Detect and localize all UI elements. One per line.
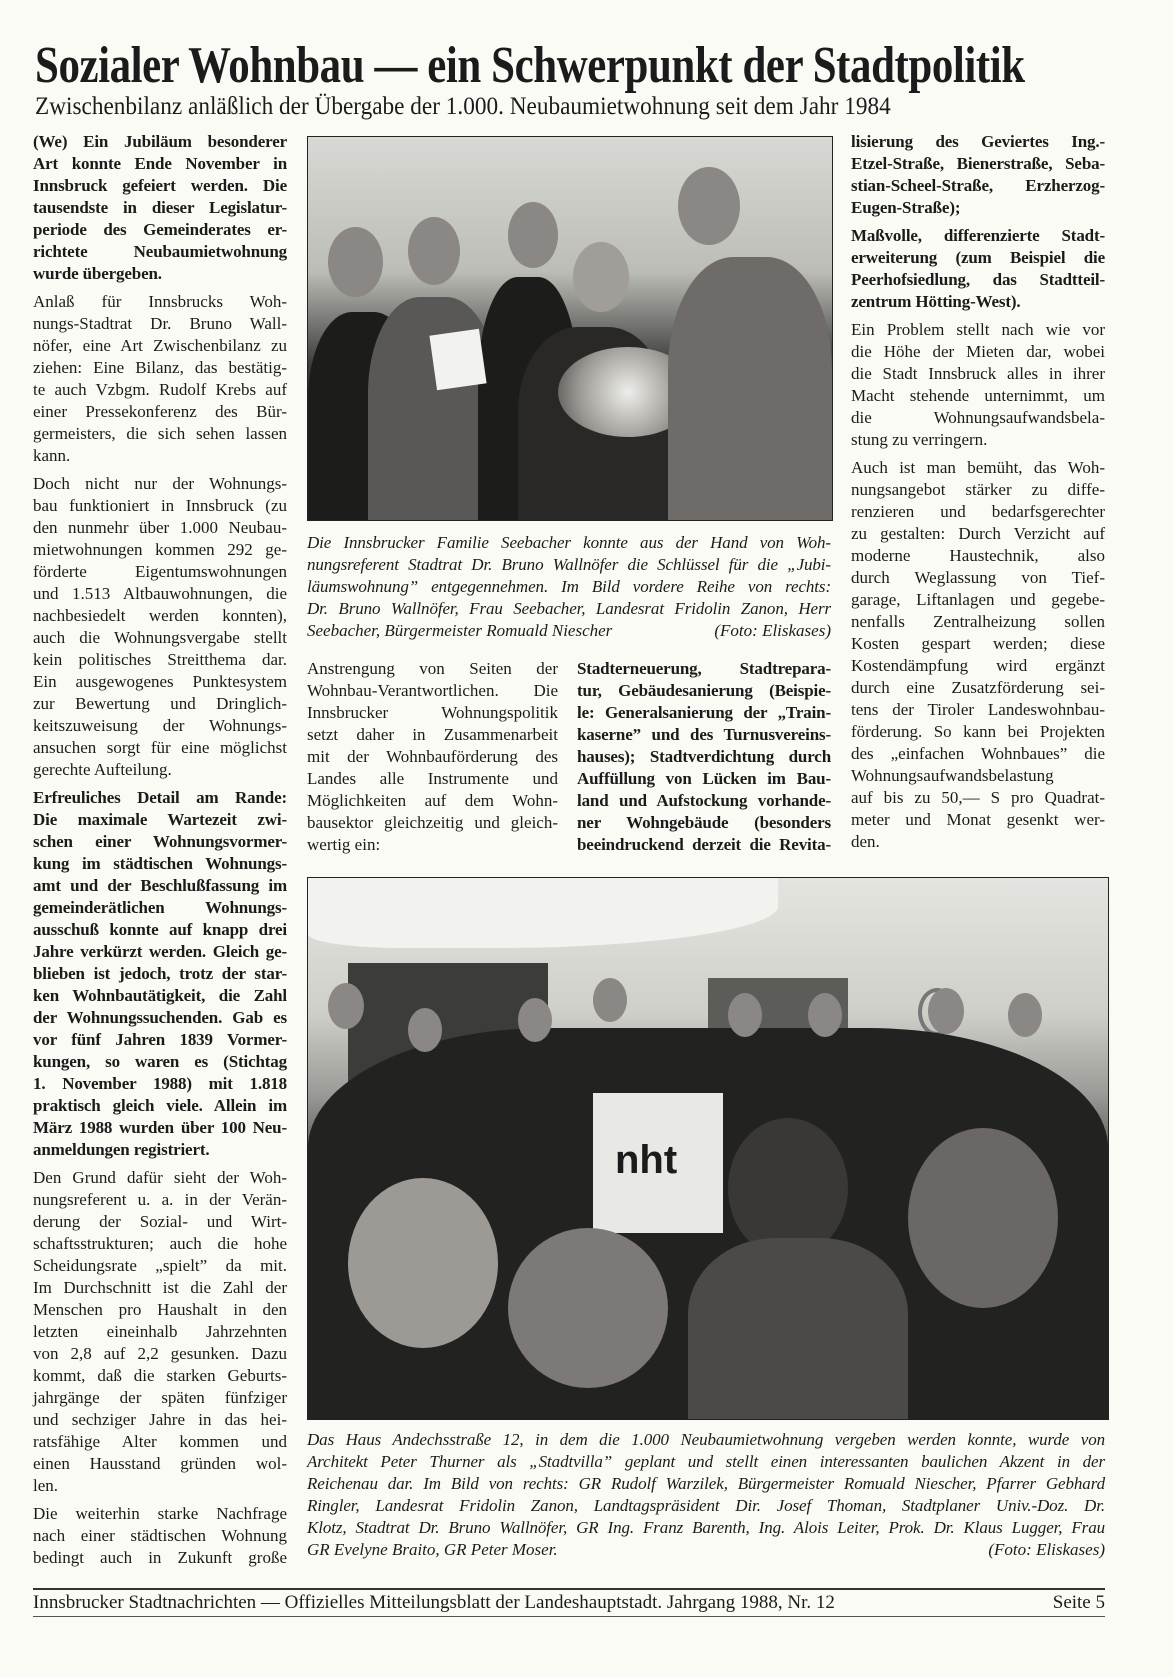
- text-line: nöfer, eine Art Zwischenbilanz zu: [33, 336, 287, 355]
- paragraph: [851, 225, 1105, 313]
- article-headline: Sozialer Wohnbau — ein Schwerpunkt der Stadtpolitik: [35, 37, 1025, 94]
- text-line: kein politisches Streitthema dar.: [33, 650, 287, 669]
- paragraph: [851, 131, 1105, 219]
- caption-last-line: GR Evelyne Braito, GR Peter Moser.: [307, 1540, 558, 1559]
- text-line: Eugen-Straße);: [851, 198, 961, 217]
- nht-logo: nht: [615, 1138, 678, 1182]
- caption-line: Reichenau dar. Im Bild von rechts: GR Rudolf Warzilek, Bürgermeister Romuald Niescher, Pfarrer Gebhard: [307, 1474, 1105, 1493]
- text-line: blieben ist jedoch, trotz der star-: [33, 964, 287, 983]
- photo-andechsstrasse-house: [307, 877, 1109, 1420]
- text-line: schaftsstrukturen; auch die hohe: [33, 1234, 287, 1253]
- text-line: förderte Eigentumswohnungen: [33, 562, 287, 581]
- text-line: förderung. So kann bei Projekten: [851, 722, 1105, 741]
- text-line: einen Hausstand gründen wol-: [33, 1454, 287, 1473]
- text-line: Die weiterhin starke Nachfrage: [33, 1504, 287, 1523]
- caption-line: Architekt Peter Thurner als „Stadtvilla” geplant und stellt einen interessanten baulichen Akzent in der: [307, 1452, 1105, 1471]
- text-line: Stadterneuerung, Stadtrepara-: [577, 659, 831, 678]
- text-line: beeindruckend derzeit die Revita-: [577, 835, 831, 854]
- photo-handover-ceremony: [307, 136, 833, 521]
- text-line: Ein ausgewogenes Punktesystem: [33, 672, 287, 691]
- text-line: durch Weglassung von Tief-: [851, 568, 1105, 587]
- left-text-column: [33, 131, 287, 1575]
- text-line: gemeinderätlichen Wohnungs-: [33, 898, 287, 917]
- text-line: amt und der Beschlußfassung im: [33, 876, 287, 895]
- text-line: letzten eineinhalb Jahrzehnten: [33, 1322, 287, 1341]
- paragraph: [33, 1167, 287, 1497]
- text-line: die Wohnungsaufwandsbela-: [851, 408, 1105, 427]
- text-line: ziehen: Eine Bilanz, das bestätig-: [33, 358, 287, 377]
- text-line: mit der Wohnbauförderung des: [307, 747, 558, 766]
- text-line: kungen, so waren es (Stichtag: [33, 1052, 287, 1071]
- paragraph: [577, 658, 831, 856]
- text-line: nungs-Stadtrat Dr. Bruno Wall-: [33, 314, 287, 333]
- text-line: nachbesiedelt werden konnten),: [33, 606, 287, 625]
- text-line: kung im städtischen Wohnungs-: [33, 854, 287, 873]
- text-line: Wohnbau-Verantwortlichen. Die: [307, 681, 558, 700]
- text-line: Doch nicht nur der Wohnungs-: [33, 474, 287, 493]
- paragraph: [33, 131, 287, 285]
- text-line: bedingt auch in Zukunft große: [33, 1548, 287, 1567]
- text-line: keitszuweisung der Wohnungs-: [33, 716, 287, 735]
- text-line: derung der Sozial- und Wirt-: [33, 1212, 287, 1231]
- caption-line: läumswohnung” entgegennehmen. Im Bild vordere Reihe von rechts:: [307, 577, 831, 596]
- caption-line: Das Haus Andechsstraße 12, in dem die 1.000 Neubaumietwohnung vergeben werden konnte, wurde von: [307, 1430, 1105, 1449]
- text-line: Innsbruck gefeiert werden. Die: [33, 176, 287, 195]
- text-line: bausektor gleichzeitig und gleich-: [307, 813, 558, 832]
- text-line: wurde übergeben.: [33, 264, 162, 283]
- text-line: kommt, daß die starken Geburts-: [33, 1366, 287, 1385]
- text-line: renzieren und bedarfsgerechter: [851, 502, 1105, 521]
- text-line: setzt daher in Zusammenarbeit: [307, 725, 558, 744]
- text-line: tur, Gebäudesanierung (Beispie-: [577, 681, 831, 700]
- paragraph: [33, 1503, 287, 1569]
- paragraph: [33, 291, 287, 467]
- page-footer: [33, 1591, 1105, 1615]
- text-line: Art konnte Ende November in: [33, 154, 287, 173]
- text-line: Innsbrucker Wohnungspolitik: [307, 703, 558, 722]
- text-line: ratsfähige Alter kommen und: [33, 1432, 287, 1451]
- text-line: des „einfachen Wohnbaues” die: [851, 744, 1105, 763]
- text-line: Erfreuliches Detail am Rande:: [33, 788, 287, 807]
- caption-line: Klotz, Stadtrat Dr. Bruno Wallnöfer, GR Ing. Franz Barenth, Ing. Alois Leiter, Prok. Dr. Klaus Lugger, Frau: [307, 1518, 1105, 1537]
- photo-credit: (Foto: Eliskases): [714, 621, 831, 640]
- middle-right-text-column: [577, 658, 831, 862]
- text-line: gerechte Aufteilung.: [33, 760, 172, 779]
- text-line: einer Pressekonferenz des Bür-: [33, 402, 287, 421]
- photo2-caption: [307, 1429, 1105, 1561]
- text-line: mietwohnungen kommen 292 ge-: [33, 540, 287, 559]
- text-line: 1. November 1988) mit 1.818: [33, 1074, 287, 1093]
- caption-line: Ringler, Landesrat Fridolin Zanon, Landtagspräsident Dir. Josef Thoman, Stadtplaner Univ.-Doz. Dr.: [307, 1496, 1105, 1515]
- photo-credit: (Foto: Eliskases): [988, 1540, 1105, 1559]
- text-line: Wohnungsaufwandsbelastung: [851, 766, 1054, 785]
- publication-info: Innsbrucker Stadtnachrichten — Offizielles Mitteilungsblatt der Landeshauptstadt. Jahrgang 1988, Nr. 12: [33, 1592, 835, 1613]
- text-line: bau funktioniert in Innsbruck (zu: [33, 496, 287, 515]
- text-line: meter und Monat gesenkt wer-: [851, 810, 1105, 829]
- text-line: Im Durchschnitt ist die Zahl der: [33, 1278, 287, 1297]
- text-line: der Wohnungssuchenden. Gab es: [33, 1008, 287, 1027]
- text-line: ansuchen sorgt für eine möglichst: [33, 738, 287, 757]
- text-line: Kosten gespart werden; diese: [851, 634, 1105, 653]
- text-line: tens der Tiroler Landeswohnbau-: [851, 700, 1105, 719]
- text-line: Die maximale Wartezeit zwi-: [33, 810, 287, 829]
- paragraph: [851, 457, 1105, 853]
- text-line: Möglichkeiten auf dem Wohn-: [307, 791, 558, 810]
- text-line: auch die Wohnungsvergabe stellt: [33, 628, 287, 647]
- page-number: Seite 5: [1052, 1592, 1105, 1613]
- caption-line: Die Innsbrucker Familie Seebacher konnte aus der Hand von Woh-: [307, 533, 831, 552]
- text-line: von 2,8 auf 2,2 gesunken. Dazu: [33, 1344, 287, 1363]
- text-line: die Höhe der Mieten dar, wobei: [851, 342, 1105, 361]
- text-line: stian-Scheel-Straße, Erzherzog-: [851, 176, 1105, 195]
- text-line: den nunmehr über 1.000 Neubau-: [33, 518, 287, 537]
- text-line: den.: [851, 832, 880, 851]
- text-line: Anstrengung von Seiten der: [307, 659, 558, 678]
- text-line: praktisch gleich viele. Allein im: [33, 1096, 287, 1115]
- right-text-column: [851, 131, 1105, 859]
- text-line: schen einer Wohnungsvormer-: [33, 832, 287, 851]
- text-line: anmeldungen registriert.: [33, 1140, 210, 1159]
- text-line: März 1988 wurden über 100 Neu-: [33, 1118, 287, 1137]
- text-line: Auffüllung von Lücken im Bau-: [577, 769, 831, 788]
- text-line: garage, Liftanlagen und gegebe-: [851, 590, 1105, 609]
- caption-line: Dr. Bruno Wallnöfer, Frau Seebacher, Landesrat Fridolin Zanon, Herr: [307, 599, 831, 618]
- text-line: Kostendämpfung wird ergänzt: [851, 656, 1105, 675]
- text-line: und sechziger Jahre in das hei-: [33, 1410, 287, 1429]
- text-line: Landes alle Instrumente und: [307, 769, 558, 788]
- text-line: te auch Vzbgm. Rudolf Krebs auf: [33, 380, 287, 399]
- text-line: stung zu verringern.: [851, 430, 988, 449]
- photo1-caption: [307, 532, 831, 642]
- text-line: nungsreferent u. a. in der Verän-: [33, 1190, 287, 1209]
- text-line: erweiterung (zum Beispiel die: [851, 248, 1105, 267]
- text-line: vor fünf Jahren 1839 Vormer-: [33, 1030, 287, 1049]
- text-line: die Stadt Innsbruck alles in ihrer: [851, 364, 1105, 383]
- text-line: zentrum Hötting-West).: [851, 292, 1021, 311]
- text-line: Ein Problem stellt nach wie vor: [851, 320, 1105, 339]
- text-line: Jahre verkürzt werden. Gleich ge-: [33, 942, 287, 961]
- text-line: tausendste in dieser Legislatur-: [33, 198, 287, 217]
- text-line: ausschuß konnte auf knapp drei: [33, 920, 287, 939]
- text-line: Anlaß für Innsbrucks Woh-: [33, 292, 287, 311]
- text-line: Menschen pro Haushalt in den: [33, 1300, 287, 1319]
- footer-rule-top: [33, 1588, 1105, 1590]
- text-line: Maßvolle, differenzierte Stadt-: [851, 226, 1105, 245]
- text-line: Den Grund dafür sieht der Woh-: [33, 1168, 287, 1187]
- text-line: zur Bewertung und Dringlich-: [33, 694, 287, 713]
- lectern: [593, 1093, 723, 1233]
- caption-last-line: Seebacher, Bürgermeister Romuald Niescher: [307, 621, 613, 640]
- paragraph: [851, 319, 1105, 451]
- text-line: Peerhofsiedlung, das Stadtteil-: [851, 270, 1105, 289]
- text-line: durch eine Zusatzförderung sei-: [851, 678, 1105, 697]
- text-line: periode des Gemeinderates er-: [33, 220, 287, 239]
- text-line: Auch ist man bemüht, das Woh-: [851, 458, 1105, 477]
- text-line: kaserne” und des Turnusvereins-: [577, 725, 831, 744]
- text-line: und 1.513 Altbauwohnungen, die: [33, 584, 287, 603]
- text-line: (We) Ein Jubiläum besonderer: [33, 132, 287, 151]
- article-subheadline: Zwischenbilanz anläßlich der Übergabe der 1.000. Neubaumietwohnung seit dem Jahr 1984: [35, 93, 891, 120]
- text-line: wertig ein:: [307, 835, 381, 854]
- text-line: auf bis zu 50,— S pro Quadrat-: [851, 788, 1105, 807]
- text-line: land und Aufstockung vorhande-: [577, 791, 831, 810]
- text-line: lisierung des Geviertes Ing.-: [851, 132, 1105, 151]
- text-line: nenfalls Zentralheizung sollen: [851, 612, 1105, 631]
- text-line: jahrgänge der späten fünfziger: [33, 1388, 287, 1407]
- caption-line: nungsreferent Stadtrat Dr. Bruno Wallnöfer die Schlüssel für die „Jubi-: [307, 555, 831, 574]
- paragraph: [33, 787, 287, 1161]
- text-line: hauses); Stadtverdichtung durch: [577, 747, 831, 766]
- text-line: nungsangebot stärker zu diffe-: [851, 480, 1105, 499]
- text-line: richtete Neubaumietwohnung: [33, 242, 287, 261]
- middle-left-text-column: [307, 658, 558, 862]
- text-line: ner Wohngebäude (besonders: [577, 813, 831, 832]
- text-line: Macht stehende unternimmt, um: [851, 386, 1105, 405]
- text-line: zu gestalten: Durch Verzicht auf: [851, 524, 1105, 543]
- text-line: germeisters, die sich sehen lassen: [33, 424, 287, 443]
- text-line: le: Generalsanierung der „Train-: [577, 703, 831, 722]
- paragraph: [33, 473, 287, 781]
- text-line: Etzel-Straße, Bienerstraße, Seba-: [851, 154, 1105, 173]
- text-line: kann.: [33, 446, 71, 465]
- paragraph: [307, 658, 558, 856]
- text-line: Scheidungsrate „spielt” da mit.: [33, 1256, 287, 1275]
- text-line: moderne Haustechnik, also: [851, 546, 1105, 565]
- footer-rule-bottom: [33, 1616, 1105, 1617]
- text-line: len.: [33, 1476, 59, 1495]
- text-line: ken Wohnbautätigkeit, die Zahl: [33, 986, 287, 1005]
- text-line: nach einer städtischen Wohnung: [33, 1526, 287, 1545]
